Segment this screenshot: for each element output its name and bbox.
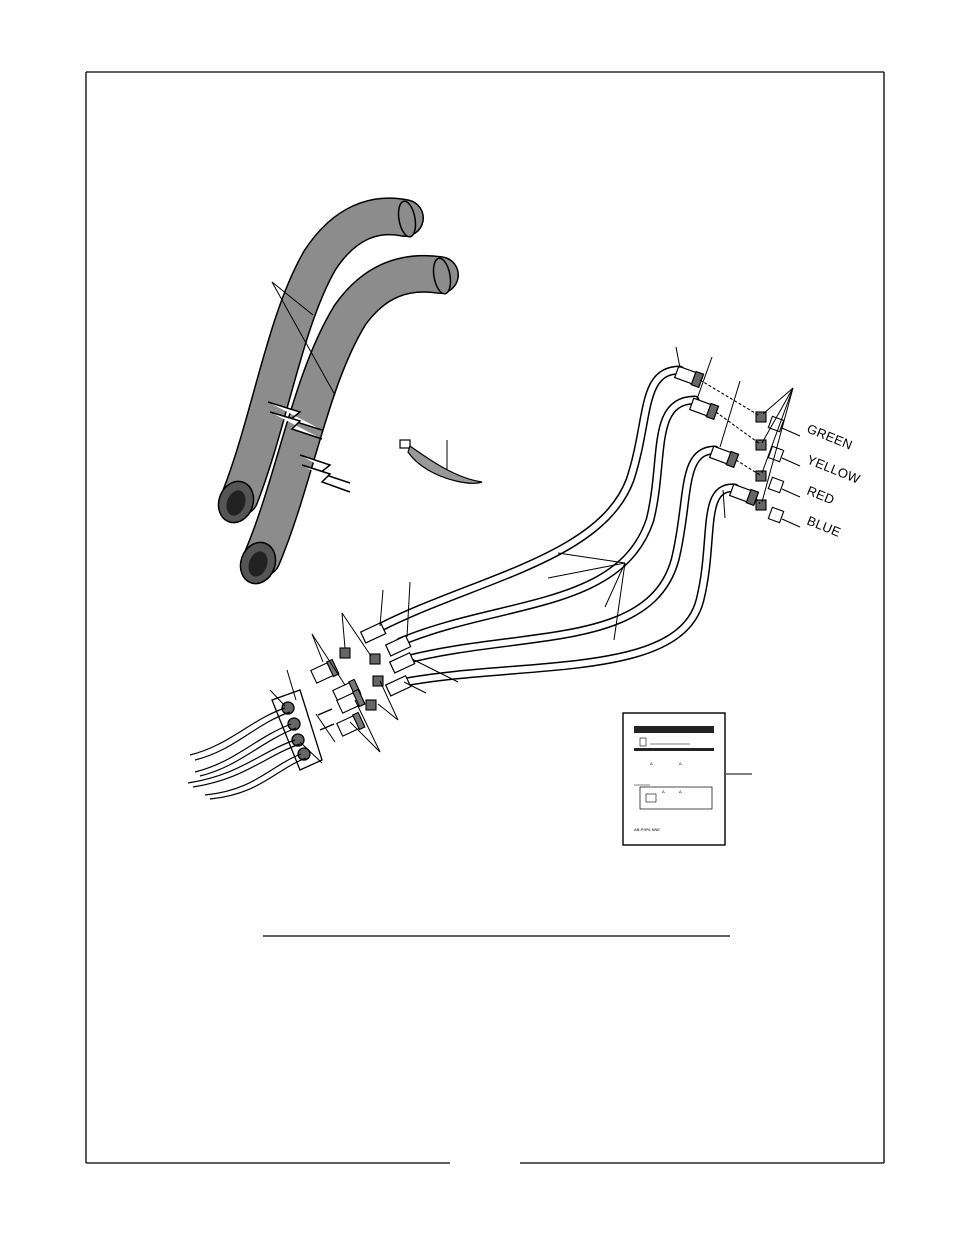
svg-text:Δ: Δ [662,789,665,794]
label-green: GREEN [804,420,855,453]
couplers-left [310,648,383,737]
instruction-sheet [623,713,725,845]
label-blue: BLUE [804,512,844,540]
svg-text:Δ: Δ [650,761,653,766]
svg-text:Δ: Δ [679,761,682,766]
label-red: RED [804,482,837,508]
instruction-sheet-footer: AB-P9P6 NNE [634,827,661,832]
hose-end-fittings-left [361,623,415,696]
label-yellow: YELLOW [804,451,863,487]
hydraulic-hoses [375,370,735,683]
svg-text:Δ: Δ [679,789,682,794]
hose-color-labels [805,421,863,540]
cable-tie [400,440,482,483]
